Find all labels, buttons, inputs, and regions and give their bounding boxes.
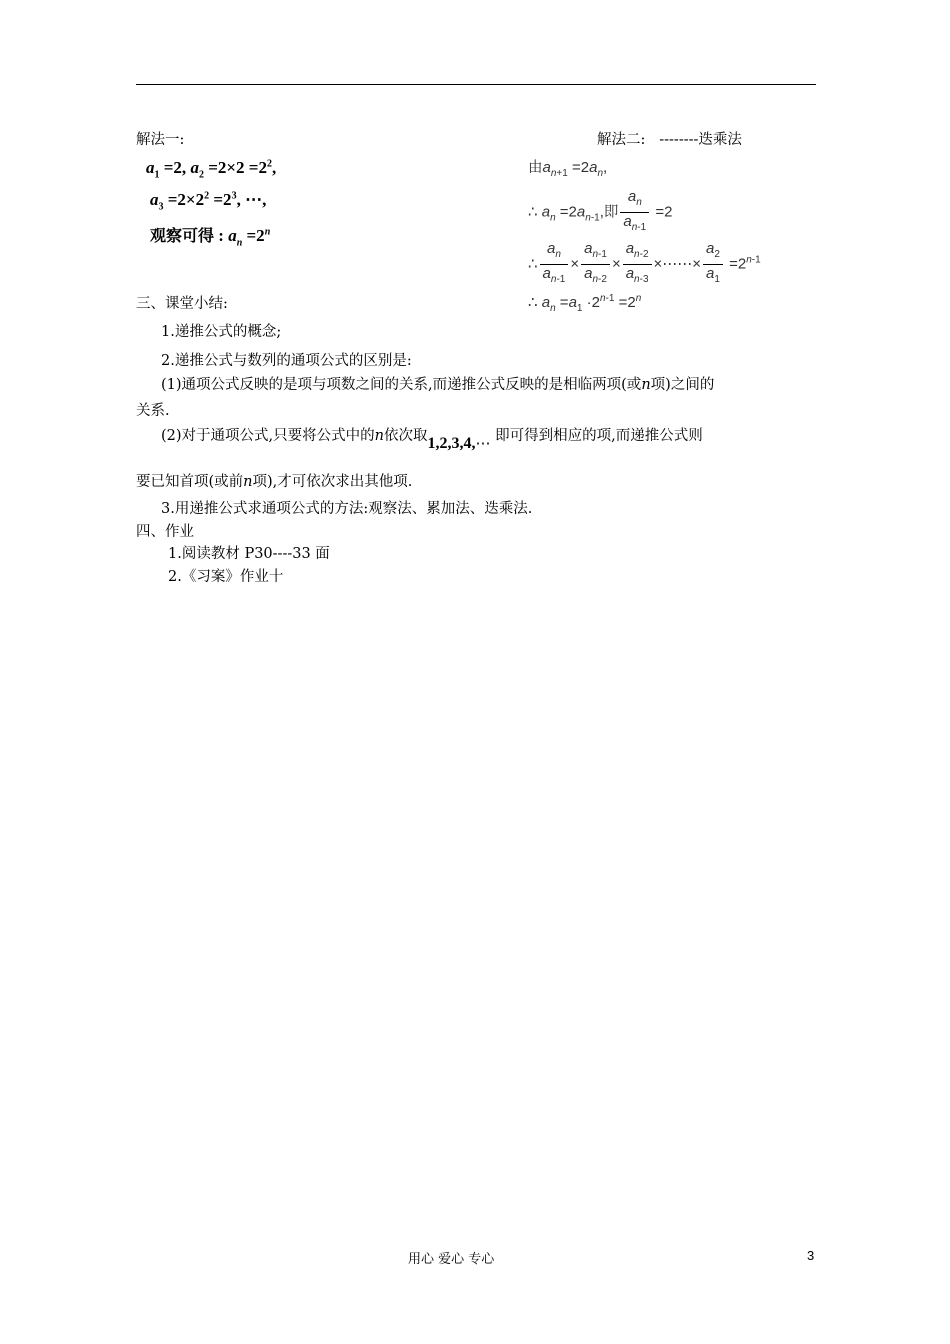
method-two-dashes: -------- [659, 132, 699, 148]
observe-label: 观察可得 [150, 228, 215, 245]
page-number: 3 [807, 1248, 815, 1263]
formula-observe: 观察可得 : $a_n =2^n$ [150, 226, 271, 249]
summary-point-1-cont: 关系. [136, 403, 170, 419]
ji-label: 即 [603, 204, 619, 221]
summary-item-3: 3.用递推公式求通项公式的方法:观察法、累加法、迭乘法. [161, 501, 533, 517]
summary-item-2: 2.递推公式与数列的通项公式的区别是: [161, 353, 412, 369]
homework-heading: 四、作业 [136, 524, 194, 540]
summary-point-2-cont: 要已知首项(或前n项),才可依次求出其他项. [136, 474, 413, 490]
homework-item-2: 2.《习案》作业十 [168, 569, 284, 585]
you-label: 由 [528, 160, 543, 176]
formula-a3: $a_3 =2\times 2^2 =2^3$, ⋯, [150, 190, 267, 213]
fraction-an-an1: $\frac{a_n}{a_{n-1}}$ [620, 188, 649, 237]
method-two-label: 解法二: [597, 132, 646, 148]
summary-item-1: 1.递推公式的概念; [161, 324, 282, 340]
method-two-name: 迭乘法 [698, 132, 742, 148]
summary-point-1: (1)通项公式反映的是项与项数之间的关系,而递推公式反映的是相临两项(或n项)之间的 [161, 377, 715, 393]
footer-motto: 用心 爱心 专心 [408, 1252, 495, 1267]
method-two-heading [597, 128, 742, 149]
sequence-values: 1,2,3,4, [427, 435, 476, 452]
recurrence-ratio: ∴ $a_n =2a_{n-1}$,即 $\frac{a_n}{a_{n-1}}$ =2 [528, 188, 672, 237]
header-rule [136, 84, 816, 85]
recurrence-given: 由$a_{n+1} =2a_n$, [528, 159, 608, 179]
formula-a1-a2: $a_1 =2$, $a_2 =2\times 2 =2^2$, [146, 158, 277, 181]
method-one-heading: 解法一: [136, 132, 185, 148]
result-formula: ∴ $a_n =a_1 \cdot 2^{n-1} =2^n$ [528, 293, 642, 314]
summary-heading: 三、课堂小结: [136, 296, 228, 312]
summary-point-2: (2)对于通项公式,只要将公式中的n依次取1,2,3,4,⋯ 即可得到相应的项,而递推公式则 [161, 428, 703, 452]
therefore-symbol: ∴ [528, 255, 538, 273]
homework-item-1: 1.阅读教材 P30----33 面 [168, 546, 330, 562]
product-chain: ∴ $\frac{a_n}{a_{n-1}}$ × $\frac{a_{n-1}}{a_{n-2}}$ × $\frac{a_{n-2}}{a_{n-3}}$ ×⋯⋯× $\frac{a_2}{a_1}$ $=2^{n-1}$ [528, 240, 761, 285]
therefore-symbol: ∴ [528, 203, 538, 221]
therefore-symbol: ∴ [528, 294, 538, 311]
